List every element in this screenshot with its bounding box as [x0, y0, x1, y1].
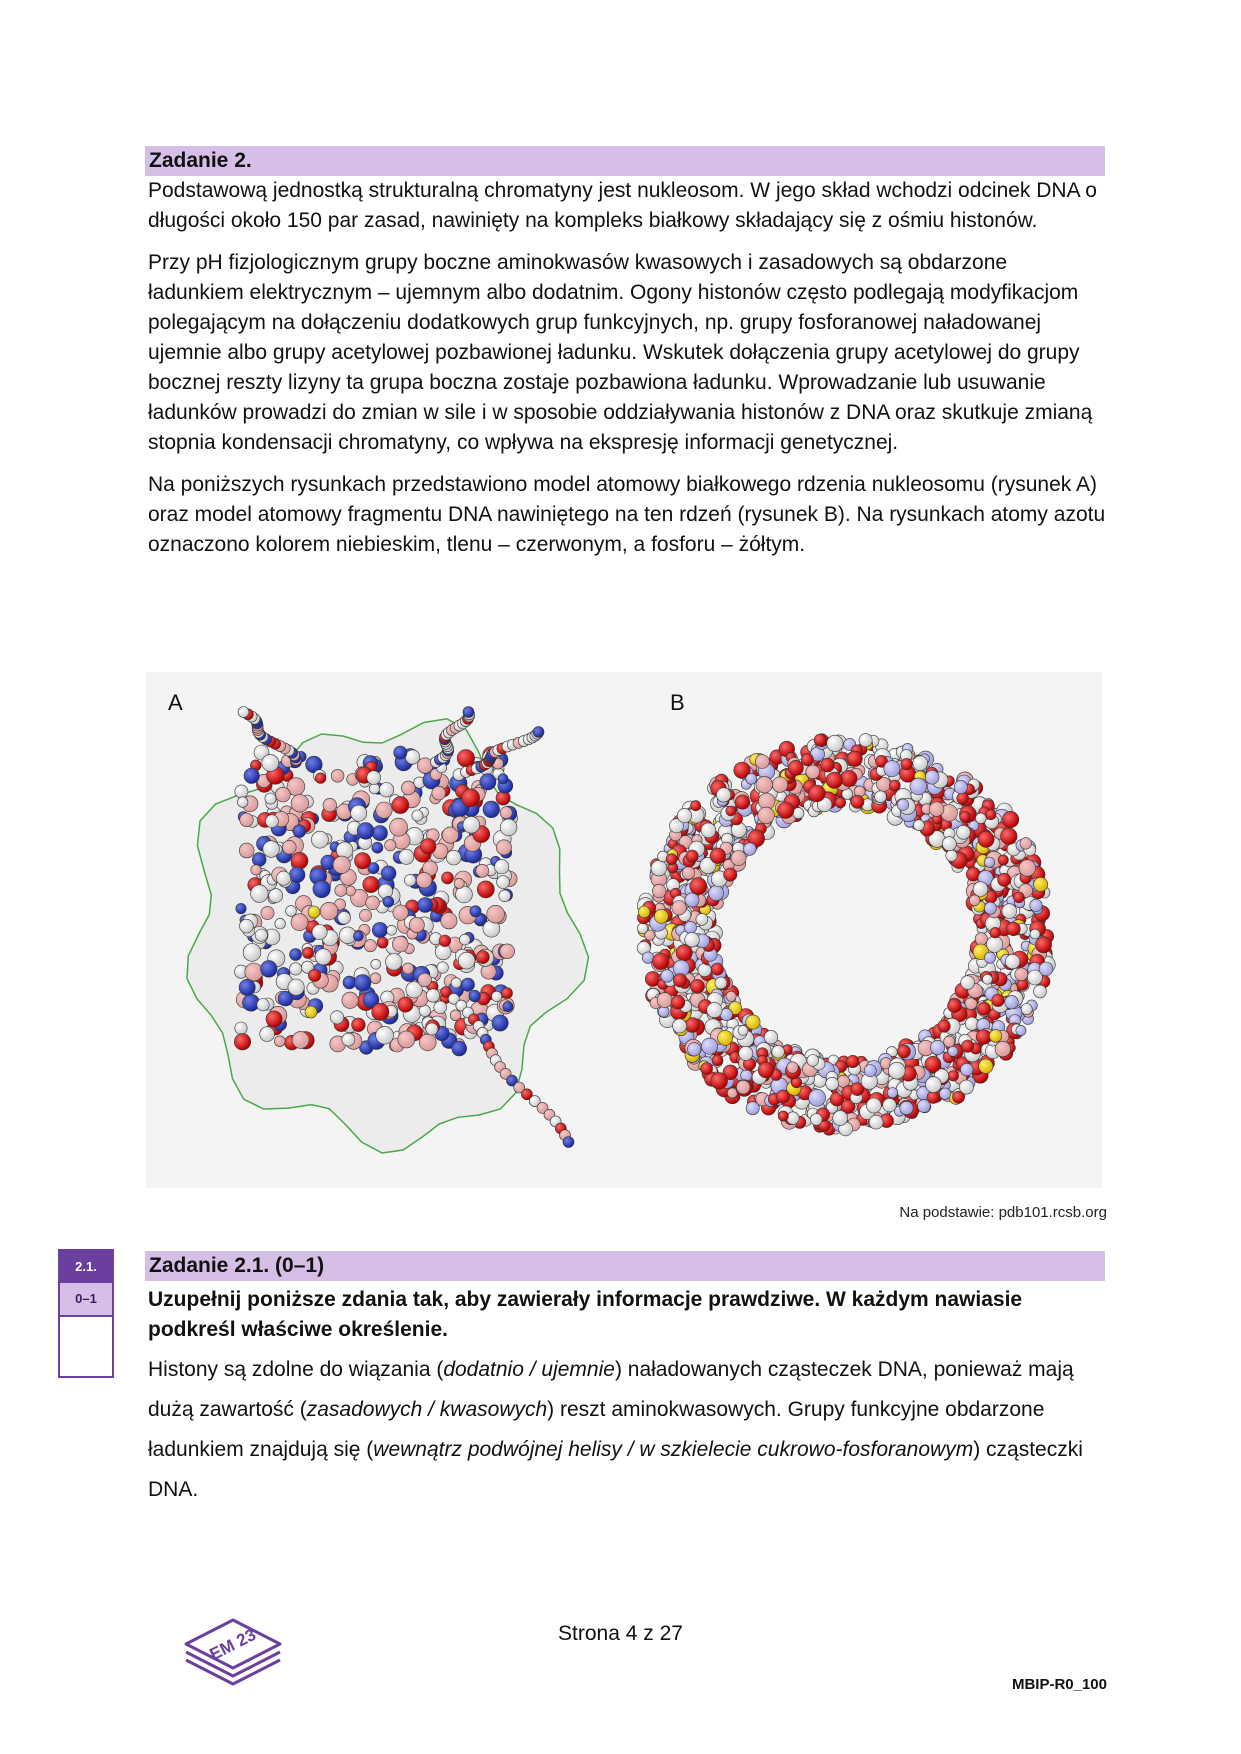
exam-code: MBIP-R0_100: [1011, 1676, 1107, 1693]
histone-core-model: [187, 707, 589, 1154]
section-title: Zadanie 2.: [145, 146, 1105, 176]
dna-ring-model: [637, 734, 1055, 1136]
logo-text: EM 23: [206, 1624, 259, 1665]
figure-label-a: A: [168, 690, 183, 715]
sentence-text: Histony są zdolne do wiązania (: [148, 1358, 444, 1381]
page-number: Strona 4 z 27: [558, 1622, 683, 1645]
task-instruction: Uzupełnij poniższe zdania tak, aby zawierały informacje prawdziwe. W każdym nawiasie podkreśl właściwe określenie.: [148, 1288, 1023, 1341]
sentence-text: ) cząsteczki DNA.: [148, 1438, 1083, 1501]
task-score-box: [58, 1249, 114, 1378]
figure-label-b: B: [670, 690, 685, 715]
score-entry-cell[interactable]: [60, 1317, 112, 1378]
section-body: [148, 176, 1108, 560]
molecular-models-image: [146, 672, 1102, 1188]
task-max-score: 0–1: [60, 1283, 112, 1317]
sentence-text: ) reszt aminokwasowych. Grupy funkcyjne obdarzone ładunkiem znajdują się (: [148, 1398, 1045, 1461]
nucleosome-figure: [146, 672, 1102, 1188]
task-number: 2.1.: [60, 1251, 112, 1283]
task-title: Zadanie 2.1. (0–1): [145, 1251, 1105, 1281]
option-residues[interactable]: zasadowych / kwasowych: [306, 1398, 548, 1421]
sentence-text: ) naładowanych cząsteczek DNA, ponieważ mają dużą zawartość (: [148, 1358, 1074, 1421]
task-sentences: [148, 1350, 1108, 1510]
figure-source: Na podstawie: pdb101.rcsb.org: [899, 1204, 1107, 1221]
option-location[interactable]: wewnątrz podwójnej helisy / w szkielecie cukrowo-fosforanowym: [373, 1438, 974, 1461]
charge-paragraph: Przy pH fizjologicznym grupy boczne aminokwasów kwasowych i zasadowych są obdarzone ładunkiem elektrycznym – ujemnym albo dodatnim. Ogony histonów często podlegają modyfikacjom polegającym na dołączeniu dodatkowych grup funkcyjnych, np. grupy fosforanowej naładowanej ujemnie albo grupy acetylowej pozbawionej ładunku. Wskutek dołączenia grupy acetylowej do grupy bocznej reszty lizyny ta grupa boczna zostaje pozbawiona ładunku. Wprowadzanie lub usuwanie ładunków prowadzi do zmian w sile i w sposobie oddziaływania histonów z DNA oraz skutkuje zmianą stopnia kondensacji chromatyny, co wpływa na ekspresję informacji genetycznej.: [148, 251, 1093, 454]
figure-description-paragraph: Na poniższych rysunkach przedstawiono model atomowy białkowego rdzenia nukleosomu (rysunek A) oraz model atomowy fragmentu DNA nawiniętego na ten rdzeń (rysunek B). Na rysunkach atomy azotu oznaczono kolorem niebieskim, tlenu – czerwonym, a fosforu – żółtym.: [148, 473, 1106, 556]
intro-paragraph: Podstawową jednostką strukturalną chromatyny jest nukleosom. W jego skład wchodzi odcinek DNA o długości około 150 par zasad, nawinięty na kompleks białkowy składający się z ośmiu histonów.: [148, 179, 1097, 232]
option-charge[interactable]: dodatnio / ujemnie: [443, 1358, 615, 1381]
